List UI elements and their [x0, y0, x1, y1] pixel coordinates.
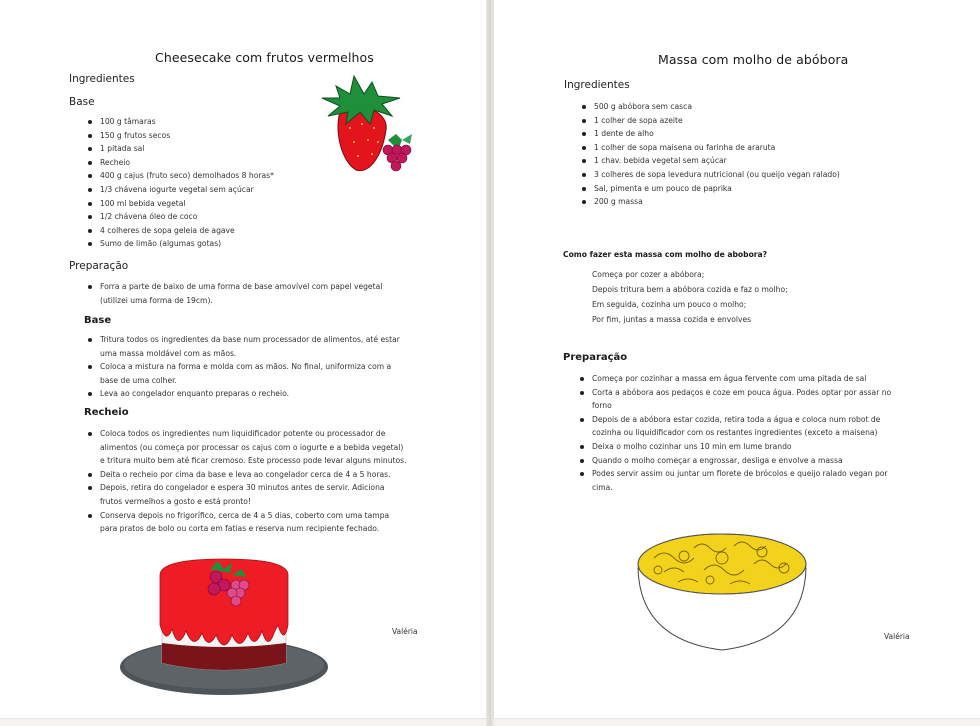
signature: Valéria	[884, 632, 910, 641]
ingredients-list	[86, 115, 274, 251]
list-item: 200 g massa	[580, 195, 840, 209]
list-item: Tritura todos os ingredientes da base num processador de alimentos, até estar uma massa moldável com as mãos.	[86, 333, 406, 360]
list-item: Sal, pimenta e um pouco de paprika	[580, 182, 840, 196]
right-page	[494, 0, 980, 718]
filling-steps-list	[86, 427, 408, 536]
filling-subheading: Recheio	[84, 407, 129, 418]
strawberry-drawing	[318, 70, 418, 175]
prep-intro-list	[86, 280, 406, 307]
list-item: 4 colheres de sopa geleia de agave	[86, 224, 274, 238]
base-steps-list	[86, 333, 406, 401]
recipe-title: Cheesecake com frutos vermelhos	[155, 50, 374, 65]
prep-steps-list	[578, 372, 908, 494]
list-item: Conserva depois no frigorífico, cerca de 4 a 5 dias, coberto com uma tampa para pratos de bolo ou corta em fatias e reserva num recipiente fechado.	[86, 509, 408, 536]
page-gutter	[486, 0, 494, 726]
how-to-heading: Como fazer esta massa com molho de abobora?	[563, 250, 768, 259]
base-subheading: Base	[84, 315, 112, 326]
preparation-heading: Preparação	[69, 260, 129, 272]
list-item: 1/2 chávena óleo de coco	[86, 210, 274, 224]
ingredients-list	[580, 100, 840, 209]
pasta-bowl-drawing	[634, 528, 809, 656]
list-item: 1/3 chávena iogurte vegetal sem açúcar	[86, 183, 274, 197]
list-item: Podes servir assim ou juntar um florete de brócolos e queijo ralado vegan por cima.	[578, 467, 908, 494]
how-to-lines	[592, 267, 788, 327]
base-heading: Base	[69, 96, 95, 108]
list-item: Deixa o molho cozinhar uns 10 min em lume brando	[578, 440, 908, 454]
list-item: Começa por cozinhar a massa em água fervente com uma pitada de sal	[578, 372, 908, 386]
list-item: 400 g cajus (fruto seco) demolhados 8 horas*	[86, 169, 274, 183]
list-item: 1 chav. bebida vegetal sem açúcar	[580, 154, 840, 168]
list-item: 100 ml bebida vegetal	[86, 197, 274, 211]
list-item: Recheio	[86, 156, 274, 170]
list-item: Coloca a mistura na forma e molda com as mãos. No final, uniformiza com a base de uma colher.	[86, 360, 406, 387]
list-item: Depois, retira do congelador e espera 30 minutos antes de servir. Adiciona frutos vermelhos a gosto e está pronto!	[86, 481, 408, 508]
list-item: Começa por cozer a abóbora;	[592, 270, 705, 279]
list-item: 100 g tâmaras	[86, 115, 274, 129]
list-item: Em seguida, cozinha um pouco o molho;	[592, 300, 747, 309]
preparation-heading: Preparação	[563, 352, 628, 363]
list-item: 500 g abóbora sem casca	[580, 100, 840, 114]
list-item: Deita o recheio por cima da base e leva ao congelador cerca de 4 a 5 horas.	[86, 468, 408, 482]
signature: Valéria	[392, 627, 418, 636]
list-item: Depois tritura bem a abóbora cozida e faz o molho;	[592, 285, 788, 294]
list-item: Por fim, juntas a massa cozida e envolves	[592, 315, 752, 324]
list-item: Depois de a abóbora estar cozida, retira toda a água e coloca num robot de cozinha ou liquidificador com os restantes ingredientes (exceto a maisena)	[578, 413, 908, 440]
list-item: Leva ao congelador enquanto preparas o recheio.	[86, 387, 406, 401]
list-item: Sumo de limão (algumas gotas)	[86, 237, 274, 251]
cheesecake-drawing	[118, 555, 333, 705]
list-item: Corta a abóbora aos pedaços e coze em pouca água. Podes optar por assar no forno	[578, 386, 908, 413]
list-item: Forra a parte de baixo de uma forma de base amovível com papel vegetal (utilizei uma forma de 19cm).	[86, 280, 406, 307]
list-item: 1 colher de sopa maisena ou farinha de araruta	[580, 141, 840, 155]
list-item: Coloca todos os ingredientes num liquidificador potente ou processador de alimentos (ou começa por processar os cajus com o iogurte e a bebida vegetal) e tritura muito bem até ficar cremoso. Este processo pode levar alguns minutos.	[86, 427, 408, 468]
list-item: 3 colheres de sopa levedura nutricional (ou queijo vegan ralado)	[580, 168, 840, 182]
ingredients-heading: Ingredientes	[564, 79, 630, 91]
left-page	[0, 0, 486, 718]
recipe-title: Massa com molho de abóbora	[658, 52, 849, 67]
list-item: Quando o molho começar a engrossar, desliga e envolve a massa	[578, 454, 908, 468]
list-item: 1 colher de sopa azeite	[580, 114, 840, 128]
list-item: 150 g frutos secos	[86, 129, 274, 143]
list-item: 1 dente de alho	[580, 127, 840, 141]
list-item: 1 pitada sal	[86, 142, 274, 156]
ingredients-heading: Ingredientes	[69, 73, 135, 85]
